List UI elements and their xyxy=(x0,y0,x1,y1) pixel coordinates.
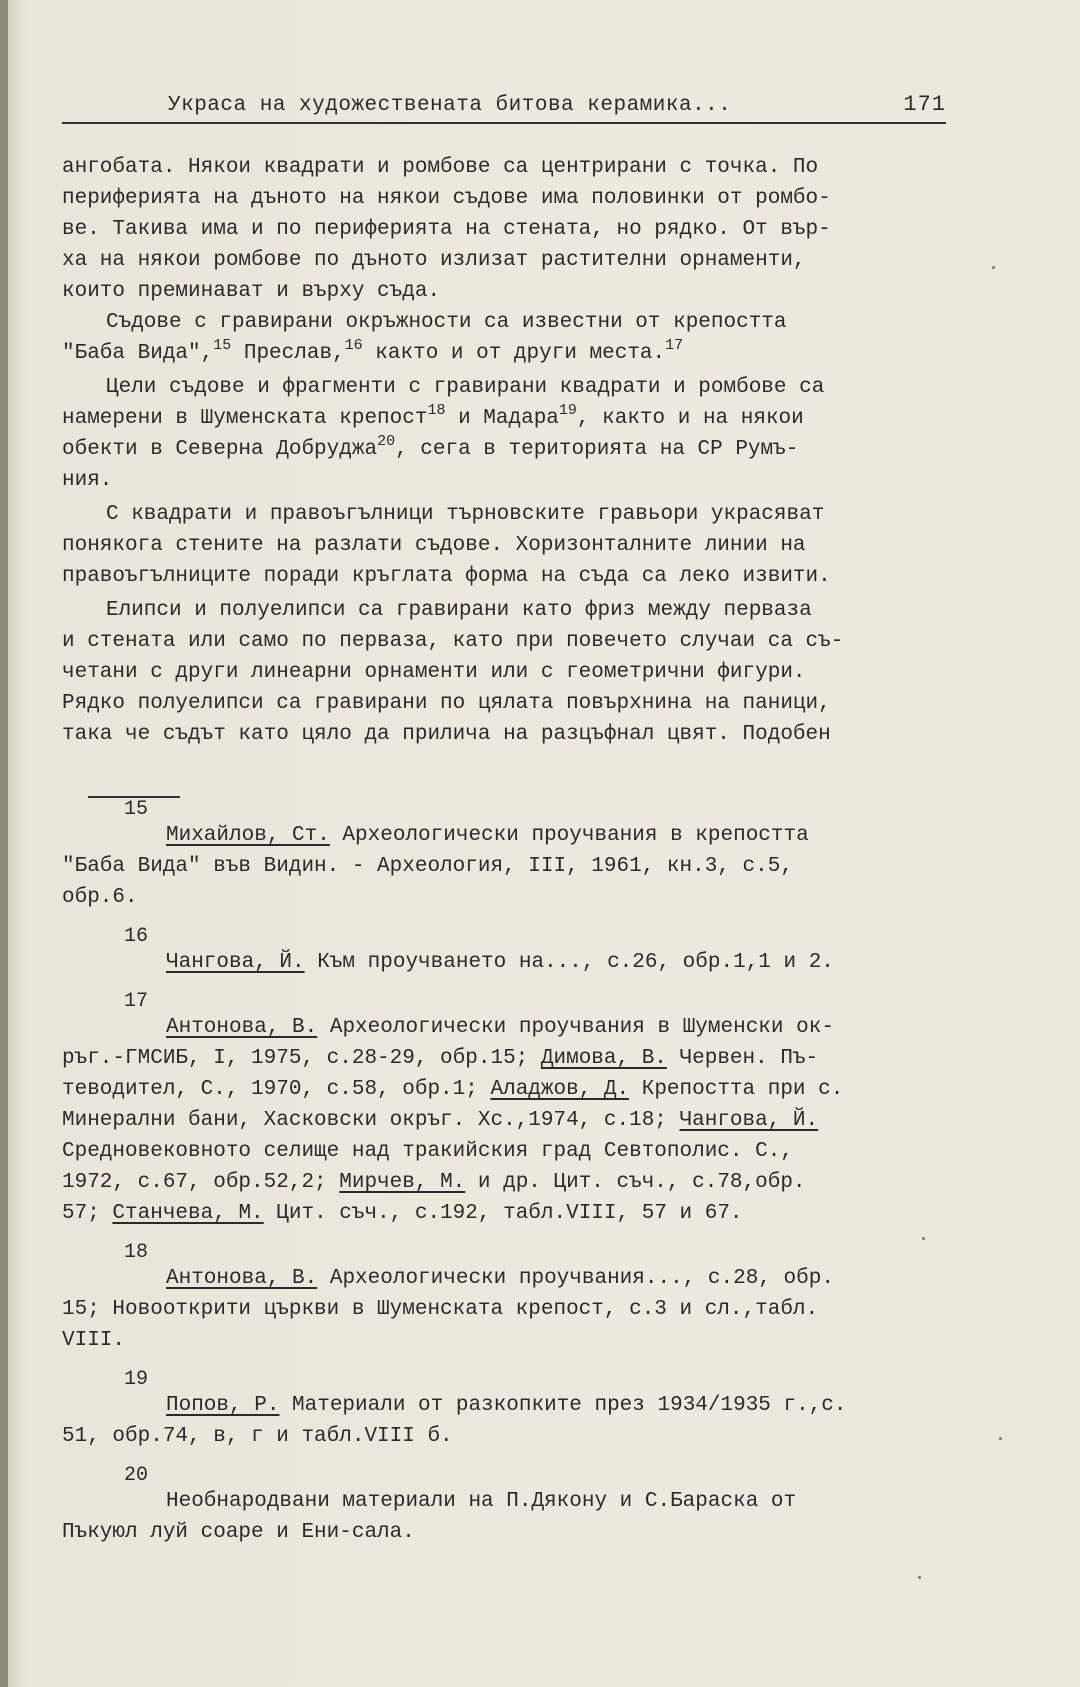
text-line xyxy=(62,403,952,434)
text-line: Средновековното селище над тракийския град Севтополис. С., xyxy=(62,1140,793,1163)
paper-speck xyxy=(918,1576,921,1579)
text-line xyxy=(62,338,952,369)
footnote-ref-19: 19 xyxy=(558,402,577,419)
text-segment: обекти в Северна Добруджа xyxy=(62,438,378,461)
footnote-16 xyxy=(62,927,952,978)
footnote-number: 18 xyxy=(124,1241,149,1264)
footnote-15 xyxy=(62,800,952,913)
footnote-author: Мирчев, М. xyxy=(339,1171,466,1194)
footnote-number: 16 xyxy=(124,925,149,948)
text-line xyxy=(62,1105,952,1136)
page-spine-shadow xyxy=(0,0,8,1687)
text-segment: и Мадара xyxy=(445,407,559,430)
text-line: Елипси и полуелипси са гравирани като фриз между перваза xyxy=(106,599,812,622)
text-line: ангобата. Някои квадрати и ромбове са центрирани с точка. По xyxy=(62,156,819,179)
footnote-19 xyxy=(62,1370,952,1452)
text-segment: Крепостта при с. xyxy=(629,1078,844,1101)
footnote-number: 19 xyxy=(124,1368,149,1391)
text-line xyxy=(62,1390,952,1421)
text-segment: Археологически проучвания в Шуменски ок- xyxy=(317,1016,834,1039)
text-line: Необнародвани материали на П.Дякону и С.Бараска от xyxy=(166,1490,797,1513)
paper-speck xyxy=(999,1437,1002,1440)
text-segment: , както и на някои xyxy=(576,407,804,430)
footnote-ref-20: 20 xyxy=(377,433,396,450)
footnote-ref-16: 16 xyxy=(344,337,363,354)
footnote-author: Антонова, В. xyxy=(166,1016,318,1039)
footnote-author: Чангова, Й. xyxy=(166,951,305,974)
text-line xyxy=(62,947,952,978)
text-segment: Червен. Пъ- xyxy=(666,1047,819,1070)
text-segment: Минерални бани, Хасковски окръг. Хс.,1974, с.18; xyxy=(62,1109,680,1132)
footnote-number: 15 xyxy=(124,798,149,821)
text-line: правоъгълниците поради кръглата форма на съда са леко извити. xyxy=(62,565,831,588)
text-segment: теводител, С., 1970, с.58, обр.1; xyxy=(62,1078,491,1101)
text-line xyxy=(62,1012,952,1043)
text-segment: Към проучването на..., с.26, обр.1,1 и 2. xyxy=(304,951,834,974)
text-line xyxy=(62,1167,952,1198)
text-line: понякога стените на разлати съдове. Хоризонталните линии на xyxy=(62,534,806,557)
text-line xyxy=(62,1043,952,1074)
text-segment: намерени в Шуменската крепост xyxy=(62,407,428,430)
footnote-author: Попов, Р. xyxy=(166,1394,280,1417)
text-line: периферията на дъното на някои съдове има половинки от ромбо- xyxy=(62,187,831,210)
paper-speck xyxy=(922,1237,925,1240)
footnote-18 xyxy=(62,1243,952,1356)
main-text xyxy=(62,152,952,750)
text-segment: 57; xyxy=(62,1202,113,1225)
text-line: С квадрати и правоъгълници търновските гравьори украсяват xyxy=(106,503,825,526)
footnote-author: Михайлов, Ст. xyxy=(166,824,330,847)
text-segment: Археологически проучвания..., с.28, обр. xyxy=(317,1267,834,1290)
text-line xyxy=(62,1263,952,1294)
text-line: Цели съдове и фрагменти с гравирани квадрати и ромбове са xyxy=(106,376,825,399)
text-line: 51, обр.74, в, г и табл.VIII б. xyxy=(62,1425,453,1448)
text-line: VIII. xyxy=(62,1329,126,1352)
text-line: 15; Новооткрити църкви в Шуменската крепост, с.3 и сл.,табл. xyxy=(62,1298,819,1321)
text-line: които преминават и върху съда. xyxy=(62,280,441,303)
text-line: и стената или само по перваза, като при повечето случаи са съ- xyxy=(62,630,844,653)
footnotes xyxy=(62,800,952,1562)
footnote-author: Чангова, Й. xyxy=(679,1109,819,1132)
footnote-ref-15: 15 xyxy=(213,337,232,354)
text-line xyxy=(62,434,952,465)
footnote-number: 20 xyxy=(124,1464,149,1487)
text-segment: 1972, с.67, обр.52,2; xyxy=(62,1171,340,1194)
text-segment: Материали от разкопките през 1934/1935 г.,с. xyxy=(279,1394,847,1417)
text-line: Пъкуюл луй соаре и Ени-сала. xyxy=(62,1521,415,1544)
text-line: ния. xyxy=(62,469,113,492)
page-number: 171 xyxy=(903,92,946,117)
footnote-number: 17 xyxy=(124,990,149,1013)
text-line: така че съдът като цяло да прилича на разцъфнал цвят. Подобен xyxy=(62,723,831,746)
text-segment: и др. Цит. съч., с.78,обр. xyxy=(465,1171,806,1194)
footnote-ref-18: 18 xyxy=(427,402,446,419)
paper-speck xyxy=(992,266,995,269)
text-segment: ръг.-ГМСИБ, I, 1975, с.28-29, обр.15; xyxy=(62,1047,541,1070)
footnote-20 xyxy=(62,1466,952,1548)
text-line xyxy=(62,1074,952,1105)
text-segment: Археологически проучвания в крепостта xyxy=(329,824,809,847)
footnote-17 xyxy=(62,992,952,1229)
text-line xyxy=(62,820,952,851)
text-line: ха на някои ромбове по дъното излизат растителни орнаменти, xyxy=(62,249,806,272)
footnote-author: Станчева, М. xyxy=(112,1202,264,1225)
text-line: ве. Такива има и по периферията на стената, но рядко. От вър- xyxy=(62,218,831,241)
text-segment: както и от други места. xyxy=(362,342,666,365)
text-line: четани с други линеарни орнаменти или с геометрични фигури. xyxy=(62,661,806,684)
text-segment: , сега в територията на СР Румъ- xyxy=(395,438,799,461)
text-segment: Преслав, xyxy=(231,342,345,365)
text-line: Рядко полуелипси са гравирани по цялата повърхнина на паници, xyxy=(62,692,831,715)
running-head xyxy=(62,88,946,124)
text-line xyxy=(62,1198,952,1229)
text-segment: Цит. съч., с.192, табл.VIII, 57 и 67. xyxy=(263,1202,743,1225)
text-line: Съдове с гравирани окръжности са известни от крепостта xyxy=(106,311,787,334)
footnote-author: Антонова, В. xyxy=(166,1267,318,1290)
footnote-ref-17: 17 xyxy=(665,337,684,354)
footnote-author: Аладжов, Д. xyxy=(490,1078,630,1101)
text-line: обр.6. xyxy=(62,886,138,909)
text-line: "Баба Вида" във Видин. - Археология, III, 1961, кн.3, с.5, xyxy=(62,855,793,878)
footnote-author: Димова, В. xyxy=(540,1047,667,1070)
running-title: Украса на художествената битова керамика... xyxy=(168,94,732,117)
text-segment: "Баба Вида", xyxy=(62,342,214,365)
